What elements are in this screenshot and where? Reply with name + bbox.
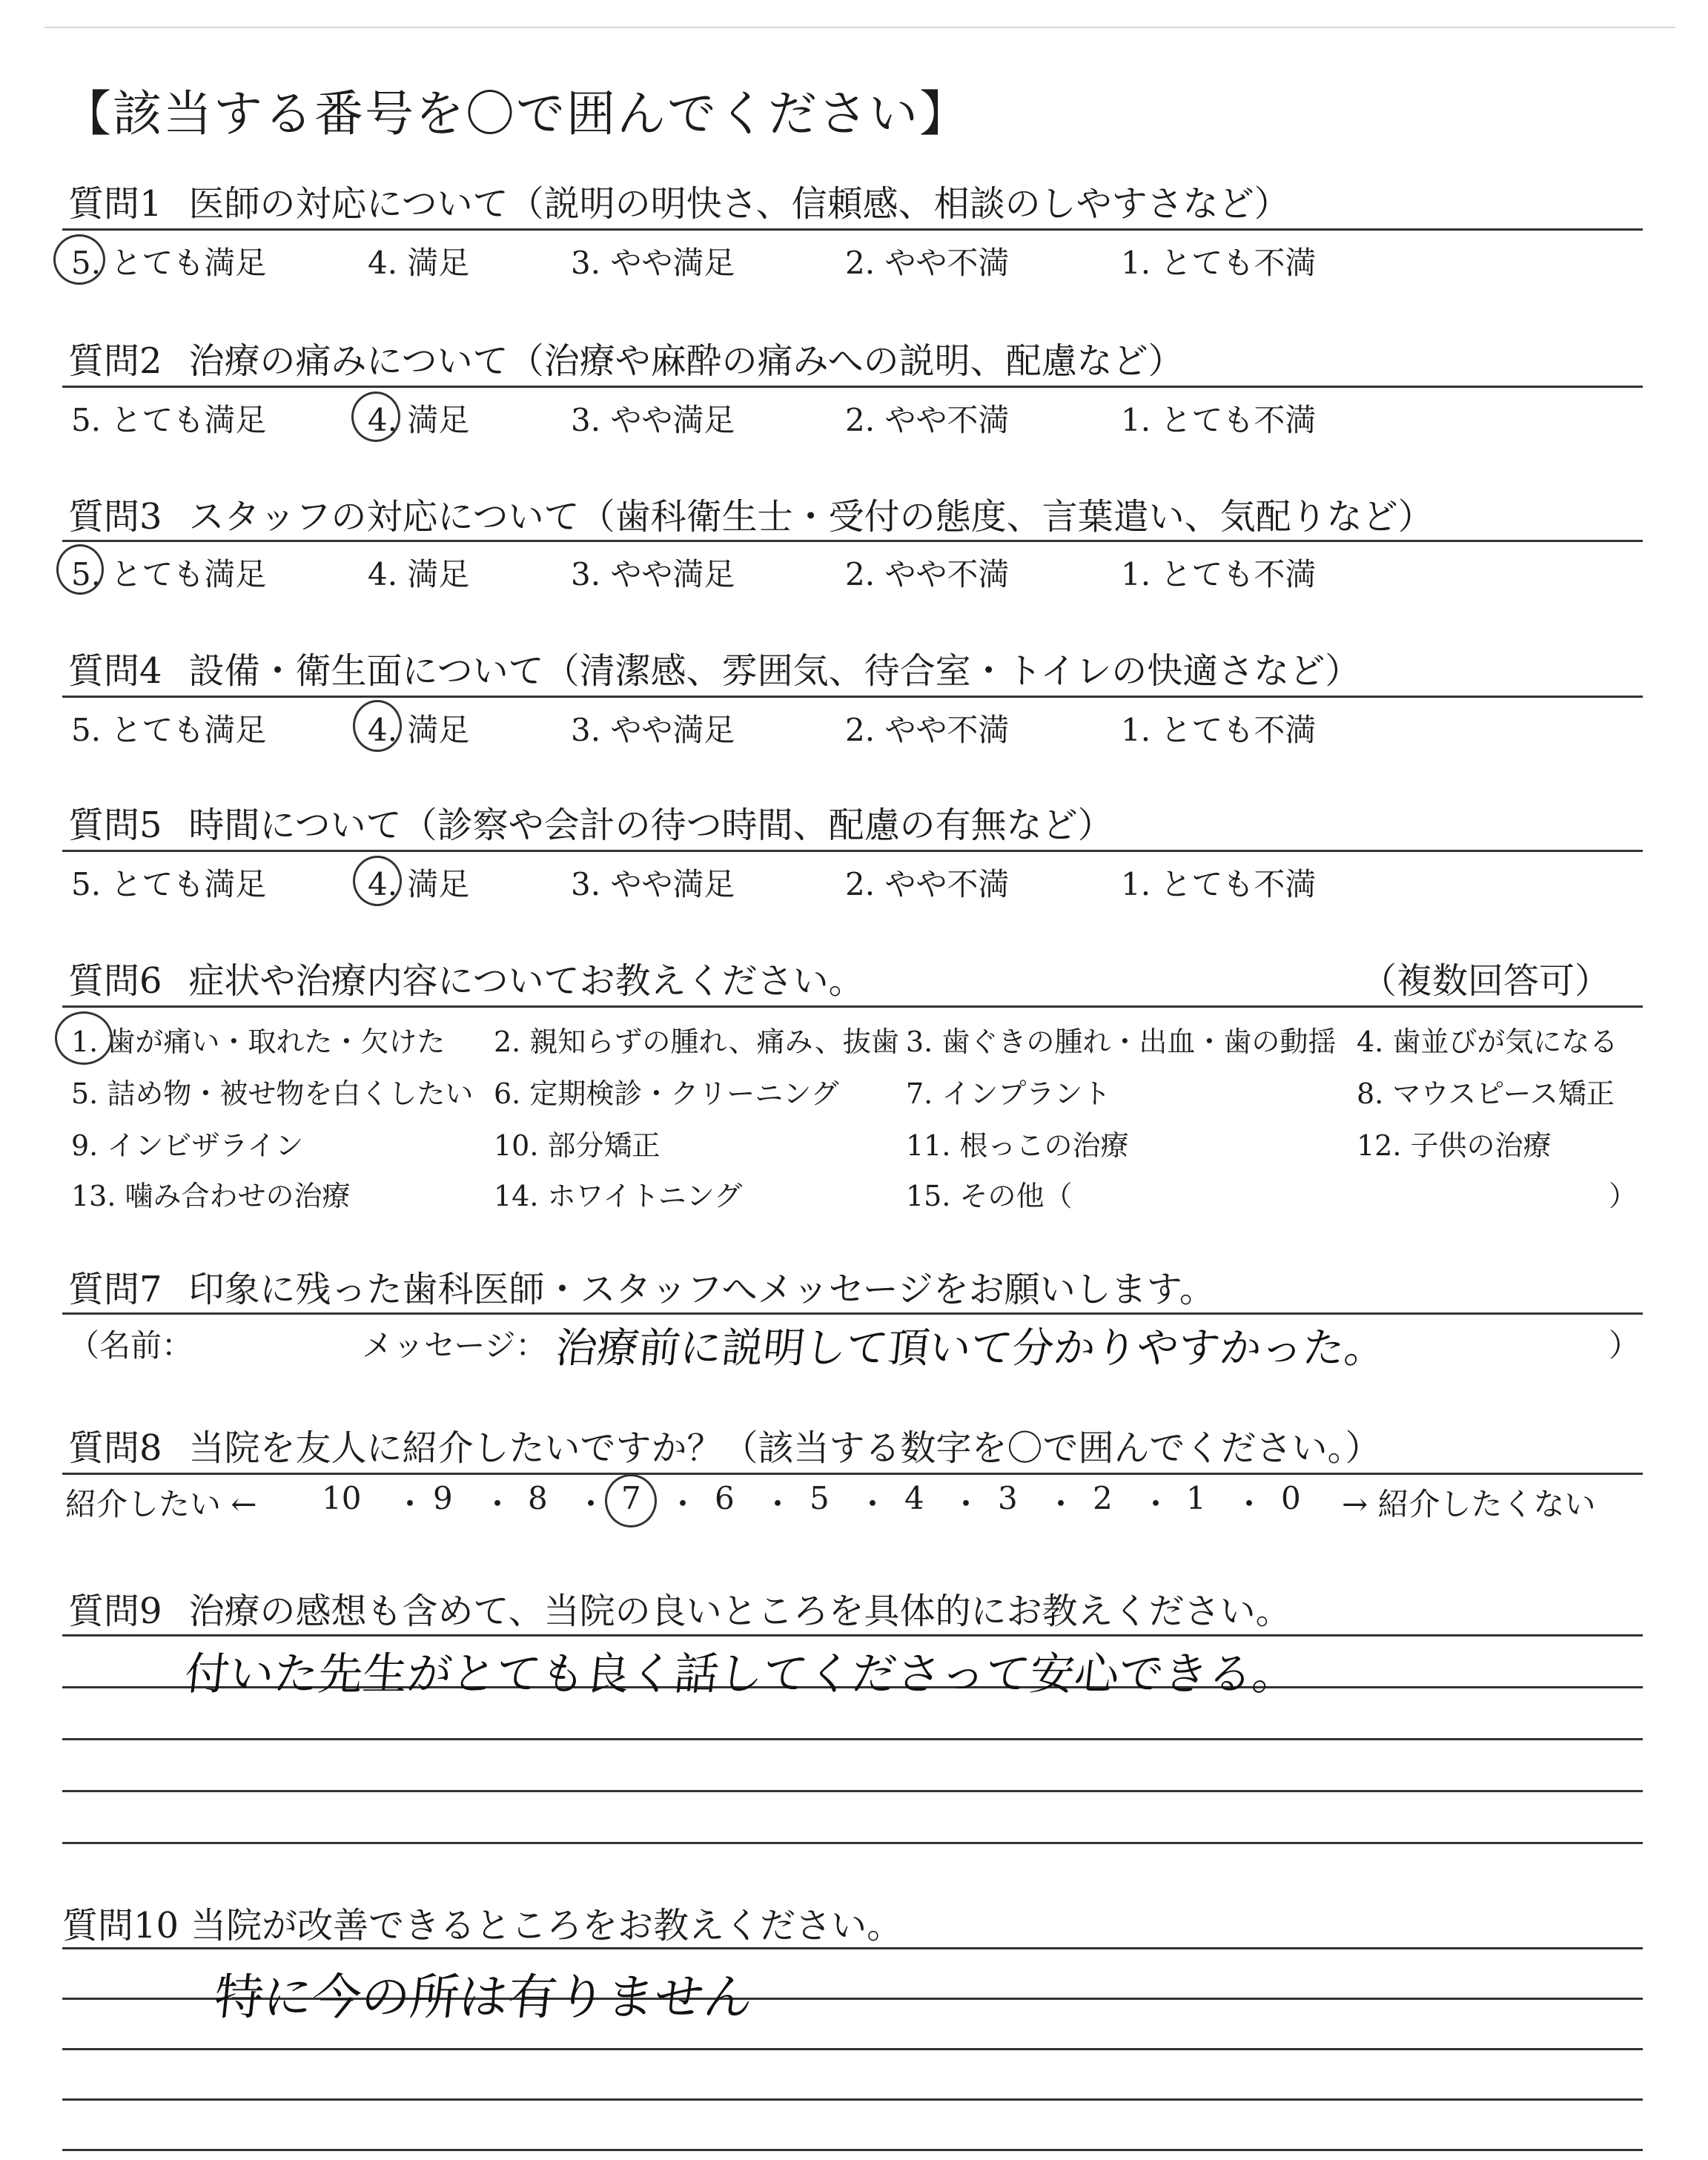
- q6-option-1[interactable]: 1. 歯が痛い・取れた・欠けた: [71, 1025, 446, 1058]
- q3-option-2[interactable]: 2. やや不満: [845, 556, 1010, 592]
- question-text: 医師の対応について（説明の明快さ、信頼感、相談のしやすさなど）: [188, 183, 1290, 225]
- q3-selection-circle: [56, 544, 104, 595]
- q8-scale-10[interactable]: 10: [322, 1480, 362, 1516]
- question-text: 当院が改善できるところをお教えください。: [191, 1905, 903, 1946]
- q8-scale-5[interactable]: 5: [810, 1480, 830, 1516]
- q8-scale-2[interactable]: 2: [1093, 1480, 1113, 1516]
- q2-option-1[interactable]: 1. とても不満: [1121, 402, 1317, 438]
- question-9-title: [68, 1582, 1291, 1634]
- question-number: 質問8: [68, 1427, 162, 1469]
- q3-option-1[interactable]: 1. とても不満: [1121, 556, 1317, 592]
- question-rule: [62, 696, 1643, 698]
- question-number: 質問2: [68, 340, 162, 382]
- answer-line: [62, 1634, 1643, 1636]
- q8-scale-6[interactable]: 6: [715, 1480, 735, 1516]
- q8-scale-7[interactable]: 7: [621, 1480, 641, 1516]
- q8-dot: ・: [1234, 1486, 1265, 1522]
- q5-option-5[interactable]: 5. とても満足: [71, 866, 267, 902]
- q8-selection-circle: [605, 1474, 657, 1527]
- q8-dot: ・: [857, 1486, 889, 1522]
- question-2-title: [68, 332, 1184, 383]
- question-10-title: [62, 1897, 902, 1948]
- q8-scale-1[interactable]: 1: [1186, 1480, 1206, 1516]
- q8-dot: ・: [482, 1486, 514, 1522]
- question-3-title: [68, 488, 1434, 539]
- q3-option-3[interactable]: 3. やや満足: [571, 556, 735, 592]
- q6-option-13[interactable]: 13. 噛み合わせの治療: [71, 1180, 351, 1212]
- q2-selection-circle: [351, 392, 400, 442]
- q1-option-1[interactable]: 1. とても不満: [1121, 245, 1317, 281]
- q2-option-3[interactable]: 3. やや満足: [571, 402, 735, 438]
- q8-dot: ・: [575, 1486, 607, 1522]
- question-number: 質問1: [68, 183, 162, 225]
- q6-option-4[interactable]: 4. 歯並びが気になる: [1357, 1025, 1618, 1058]
- page-top-edge: [44, 27, 1675, 28]
- question-number: 質問4: [68, 650, 162, 692]
- question-4-title: [68, 642, 1360, 693]
- q8-dot: ・: [762, 1486, 794, 1522]
- question-rule: [62, 386, 1643, 388]
- q6-option-7[interactable]: 7. インプラント: [906, 1077, 1111, 1110]
- question-6-note: （複数回答可）: [1361, 960, 1611, 1002]
- question-number: 質問6: [68, 960, 162, 1002]
- answer-line: [62, 1947, 1643, 1949]
- question-rule: [62, 1005, 1643, 1008]
- question-6-title: [68, 952, 864, 1003]
- question-text: 治療の痛みについて（治療や麻酔の痛みへの説明、配慮など）: [188, 340, 1184, 382]
- q4-option-1[interactable]: 1. とても不満: [1121, 712, 1317, 748]
- q5-option-2[interactable]: 2. やや不満: [845, 866, 1010, 902]
- q10-answer-handwritten: 特に今の所は有りません: [211, 1969, 756, 2026]
- q8-dot: ・: [667, 1486, 699, 1522]
- question-text: 当院を友人に紹介したいですか？（該当する数字を〇で囲んでください。）: [188, 1427, 1381, 1469]
- question-number: 質問7: [68, 1269, 162, 1310]
- answer-line: [62, 2048, 1643, 2050]
- q2-option-5[interactable]: 5. とても満足: [71, 402, 267, 438]
- q8-scale-0[interactable]: 0: [1281, 1480, 1301, 1516]
- q8-dot: ・: [950, 1486, 982, 1522]
- question-number: 質問9: [68, 1591, 162, 1632]
- q4-option-5[interactable]: 5. とても満足: [71, 712, 267, 748]
- q6-selection-circle: [55, 1011, 113, 1065]
- question-rule: [62, 228, 1643, 231]
- question-text: スタッフの対応について（歯科衛生士・受付の態度、言葉遣い、気配りなど）: [188, 496, 1434, 538]
- question-number: 質問3: [68, 496, 162, 538]
- answer-line: [62, 2098, 1643, 2101]
- q5-option-1[interactable]: 1. とても不満: [1121, 866, 1317, 902]
- q5-option-4[interactable]: 4. 満足: [368, 866, 470, 902]
- q4-option-3[interactable]: 3. やや満足: [571, 712, 735, 748]
- question-text: 治療の感想も含めて、当院の良いところを具体的にお教えください。: [188, 1591, 1291, 1632]
- q1-option-5[interactable]: 5. とても満足: [71, 245, 267, 281]
- q7-name-label: （名前：: [68, 1327, 193, 1364]
- q1-option-2[interactable]: 2. やや不満: [845, 245, 1010, 281]
- q6-option-12[interactable]: 12. 子供の治療: [1357, 1129, 1552, 1162]
- question-rule: [62, 540, 1643, 542]
- question-text: 設備・衛生面について（清潔感、雰囲気、待合室・トイレの快適さなど）: [188, 650, 1361, 692]
- question-rule: [62, 850, 1643, 852]
- question-number: 質問10: [62, 1905, 179, 1946]
- q8-scale-8[interactable]: 8: [528, 1480, 548, 1516]
- question-5-title: [68, 796, 1113, 848]
- q8-scale-9[interactable]: 9: [433, 1480, 453, 1516]
- q8-left-label: 紹介したい ←: [65, 1486, 257, 1522]
- q9-answer-handwritten: 付いた先生がとても良く話してくださって安心できる。: [182, 1648, 1300, 1700]
- question-rule: [62, 1473, 1643, 1475]
- q7-close-paren: ）: [1609, 1327, 1641, 1364]
- q2-option-4[interactable]: 4. 満足: [368, 402, 470, 438]
- q6-option-6[interactable]: 6. 定期検診・クリーニング: [494, 1077, 839, 1110]
- q8-dot: ・: [394, 1486, 426, 1522]
- q8-dot: ・: [1045, 1486, 1077, 1522]
- q8-scale-3[interactable]: 3: [998, 1480, 1018, 1516]
- q6-option-15-close: ）: [1609, 1180, 1638, 1212]
- q5-selection-circle: [353, 856, 402, 906]
- q6-option-9[interactable]: 9. インビザライン: [71, 1129, 304, 1162]
- q3-option-5[interactable]: 5. とても満足: [71, 556, 267, 592]
- question-text: 時間について（診察や会計の待つ時間、配慮の有無など）: [188, 805, 1113, 846]
- q6-option-2[interactable]: 2. 親知らずの腫れ、痛み、抜歯: [494, 1025, 899, 1058]
- q6-option-14[interactable]: 14. ホワイトニング: [494, 1180, 743, 1212]
- answer-line: [62, 1738, 1643, 1740]
- q1-option-3[interactable]: 3. やや満足: [571, 245, 735, 281]
- q4-selection-circle: [353, 700, 402, 752]
- q3-option-4[interactable]: 4. 満足: [368, 556, 470, 592]
- q6-option-8[interactable]: 8. マウスピース矯正: [1357, 1077, 1615, 1110]
- question-text: 症状や治療内容についてお教えください。: [188, 960, 864, 1002]
- answer-line: [62, 1842, 1643, 1844]
- question-text: 印象に残った歯科医師・スタッフへメッセージをお願いします。: [188, 1269, 1215, 1310]
- q8-right-label: → 紹介したくない: [1342, 1486, 1596, 1522]
- question-8-title: [68, 1419, 1381, 1470]
- q4-option-4[interactable]: 4. 満足: [368, 712, 470, 748]
- question-1-title: [68, 175, 1290, 226]
- q7-message-handwritten: 治療前に説明して頂いて分かりやすかった。: [553, 1324, 1388, 1373]
- q4-option-2[interactable]: 2. やや不満: [845, 712, 1010, 748]
- q2-option-2[interactable]: 2. やや不満: [845, 402, 1010, 438]
- q6-option-3[interactable]: 3. 歯ぐきの腫れ・出血・歯の動揺: [906, 1025, 1337, 1058]
- answer-line: [62, 1790, 1643, 1792]
- answer-line: [62, 2149, 1643, 2151]
- q6-option-5[interactable]: 5. 詰め物・被せ物を白くしたい: [71, 1077, 474, 1110]
- q8-scale-4[interactable]: 4: [904, 1480, 924, 1516]
- question-rule: [62, 1312, 1643, 1315]
- q6-option-10[interactable]: 10. 部分矯正: [494, 1129, 661, 1162]
- q7-message-label: メッセージ：: [362, 1327, 547, 1364]
- form-header: 【該当する番号を〇で囲んでください】: [62, 85, 970, 142]
- question-7-title: [68, 1261, 1215, 1312]
- question-number: 質問5: [68, 805, 162, 846]
- q8-dot: ・: [1140, 1486, 1172, 1522]
- q1-selection-circle: [53, 234, 105, 285]
- q5-option-3[interactable]: 3. やや満足: [571, 866, 735, 902]
- q6-option-15[interactable]: 15. その他（: [906, 1180, 1073, 1212]
- q6-option-11[interactable]: 11. 根っこの治療: [906, 1129, 1129, 1162]
- q1-option-4[interactable]: 4. 満足: [368, 245, 470, 281]
